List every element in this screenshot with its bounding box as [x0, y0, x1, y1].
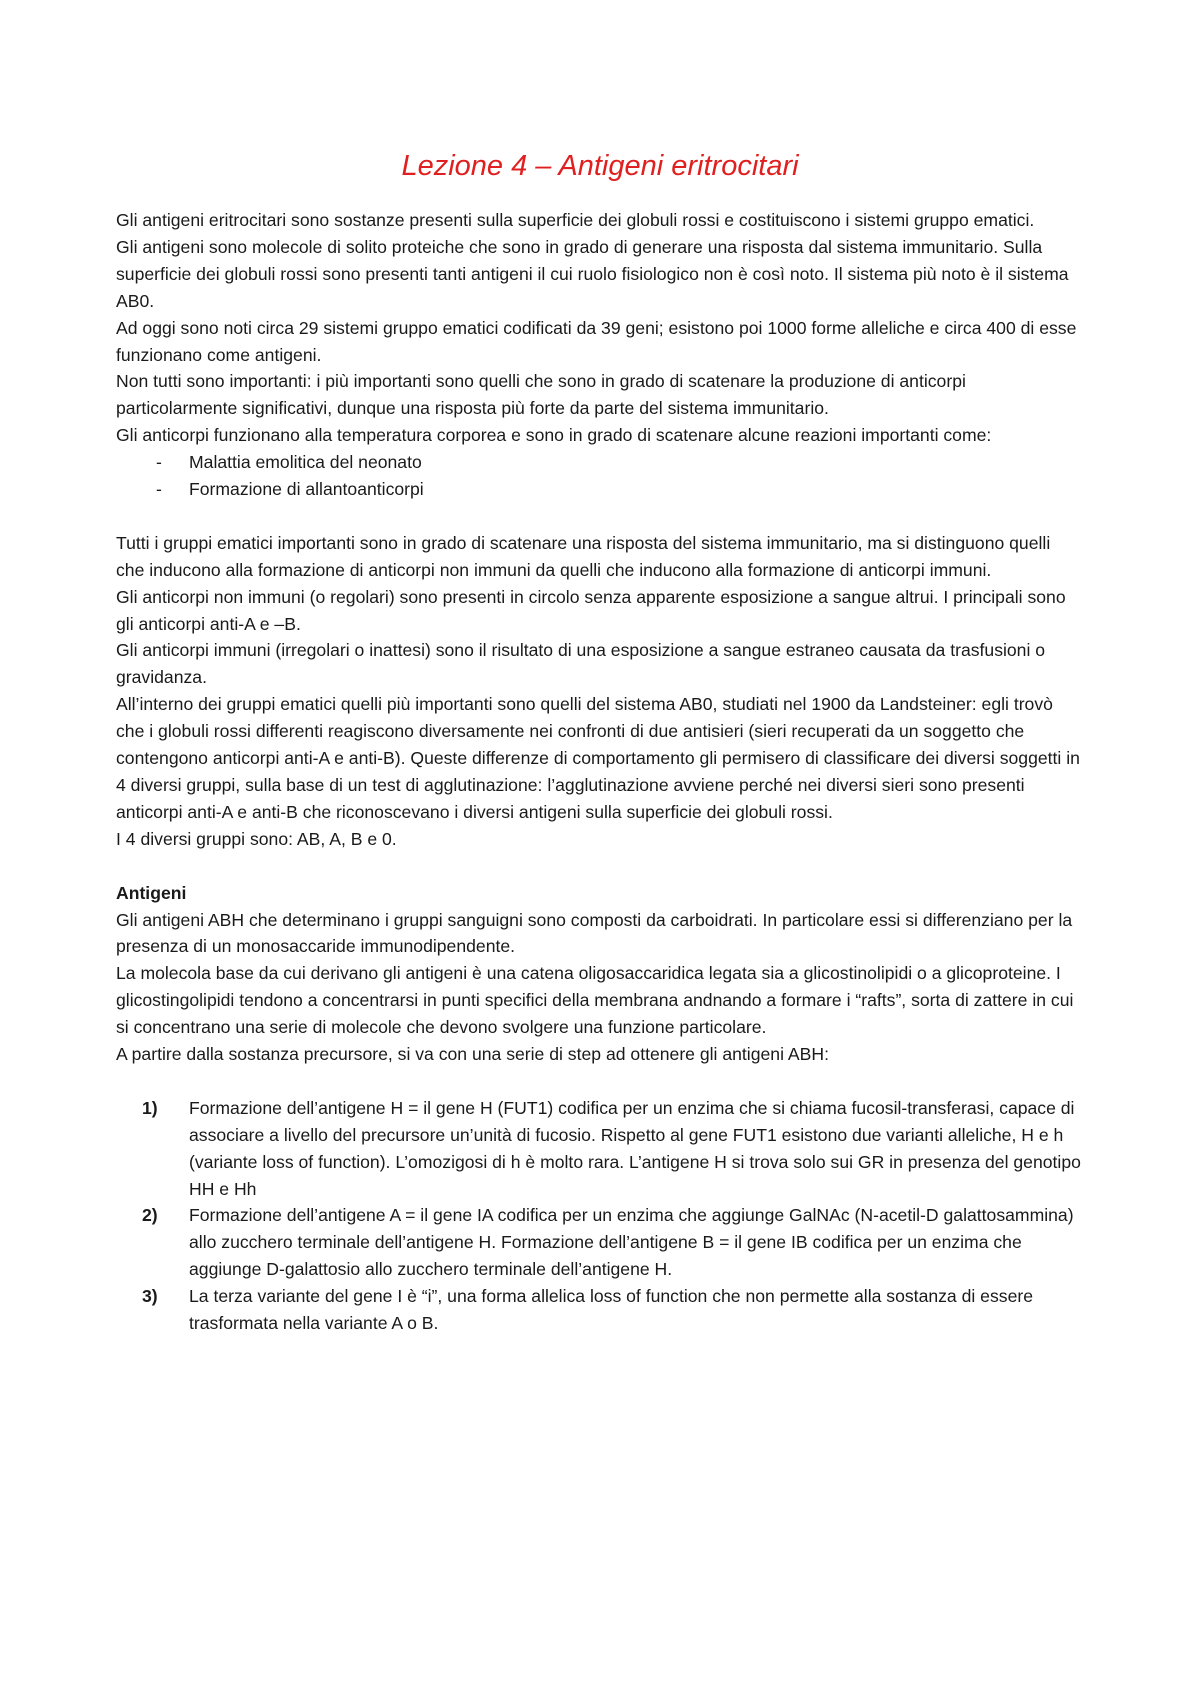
section-heading: Antigeni	[116, 882, 187, 903]
list-item	[116, 476, 1081, 503]
paragraph: I 4 diversi gruppi sono: AB, A, B e 0.	[116, 828, 397, 849]
list-marker: 1)	[142, 1097, 158, 1118]
list-item	[116, 1202, 1081, 1283]
blank-line	[116, 503, 1081, 530]
paragraph: Tutti i gruppi ematici importanti sono in grado di scatenare una risposta del sistema immunitario, ma si distinguono quelli che inducono alla formazione di anticorpi non immuni da quelli che inducono alla formazione di anticorpi immuni.	[116, 532, 1051, 580]
paragraph: Gli antigeni ABH che determinano i gruppi sanguigni sono composti da carboidrati. In particolare essi si differenziano per la presenza di un monosaccaride immunodipendente.	[116, 909, 1073, 957]
reactions-list	[116, 449, 1081, 503]
list-item	[116, 1095, 1081, 1203]
list-item-text: Formazione dell’antigene A = il gene IA codifica per un enzima che aggiunge GalNAc (N-acetil-D galattosammina) allo zucchero terminale dell’antigene H. Formazione dell’antigene B = il gene IB codifica per un enzima che aggiunge D-galattosio allo zucchero terminale dell’antigene H.	[189, 1205, 1074, 1280]
paragraph: Gli anticorpi immuni (irregolari o inattesi) sono il risultato di una esposizione a sangue estraneo causata da trasfusioni o gravidanza.	[116, 640, 1046, 688]
list-item-text: Formazione di allantoanticorpi	[189, 479, 424, 500]
paragraph: Gli antigeni sono molecole di solito proteiche che sono in grado di generare una risposta dal sistema immunitario. Sulla superficie dei globuli rossi sono presenti tanti antigeni il cui ruolo fisiologico non è così noto. Il sistema più noto è il sistema AB0.	[116, 236, 1069, 311]
blank-line	[116, 853, 1081, 880]
list-item	[116, 449, 1081, 476]
list-marker: -	[156, 479, 162, 500]
document-body	[116, 207, 1081, 1337]
paragraph: A partire dalla sostanza precursore, si va con una serie di step ad ottenere gli antigeni ABH:	[116, 1044, 829, 1065]
paragraph: All’interno dei gruppi ematici quelli più importanti sono quelli del sistema AB0, studiati nel 1900 da Landsteiner: egli trovò che i globuli rossi differenti reagiscono diversamente nei confronti di due antisieri (sieri recuperati da un soggetto che contengono anticorpi anti-A e anti-B). Queste differenze di comportamento gli permisero di classificare dei diversi soggetti in 4 diversi gruppi, sulla base di un test di agglutinazione: l’agglutinazione avviene perché nei diversi sieri sono presenti anticorpi anti-A e anti-B che riconoscevano i diversi antigeni sulla superficie dei globuli rossi.	[116, 694, 1080, 822]
paragraph: Gli anticorpi non immuni (o regolari) sono presenti in circolo senza apparente esposizione a sangue altrui. I principali sono gli anticorpi anti-A e –B.	[116, 586, 1066, 634]
paragraph: Non tutti sono importanti: i più importanti sono quelli che sono in grado di scatenare la produzione di anticorpi particolarmente significativi, dunque una risposta più forte da parte del sistema immunitario.	[116, 371, 966, 419]
blank-line	[116, 1068, 1081, 1095]
paragraph: Gli antigeni eritrocitari sono sostanze presenti sulla superficie dei globuli rossi e costituiscono i sistemi gruppo ematici.	[116, 210, 1035, 230]
page-title: Lezione 4 – Antigeni eritrocitari	[401, 150, 799, 182]
list-item-text: La terza variante del gene I è “i”, una forma allelica loss of function che non permette alla sostanza di essere trasformata nella variante A o B.	[189, 1286, 1033, 1334]
list-marker: -	[156, 452, 162, 473]
list-item-text: Malattia emolitica del neonato	[189, 452, 422, 473]
paragraph: La molecola base da cui derivano gli antigeni è una catena oligosaccaridica legata sia a glicostinolipidi o a glicoproteine. I glicostingolipidi tendono a concentrarsi in punti specifici della membrana andnando a formare i “rafts”, sorta di zattere in cui si concentrano una serie di molecole che devono svolgere una funzione particolare.	[116, 963, 1074, 1038]
steps-list	[116, 1095, 1081, 1337]
list-item-text: Formazione dell’antigene H = il gene H (FUT1) codifica per un enzima che si chiama fucosil-transferasi, capace di associare a livello del precursore un’unità di fucosio. Rispetto al gene FUT1 esistono due varianti alleliche, H e h (variante loss of function). L’omozigosi di h è molto rara. L’antigene H si trova solo sui GR in presenza del genotipo HH e Hh	[189, 1097, 1081, 1199]
list-marker: 2)	[142, 1205, 158, 1226]
list-marker: 3)	[142, 1286, 158, 1307]
paragraph: Ad oggi sono noti circa 29 sistemi gruppo ematici codificati da 39 geni; esistono poi 1000 forme alleliche e circa 400 di esse funzionano come antigeni.	[116, 317, 1077, 365]
list-item	[116, 1283, 1081, 1337]
paragraph: Gli anticorpi funzionano alla temperatura corporea e sono in grado di scatenare alcune reazioni importanti come:	[116, 425, 992, 446]
